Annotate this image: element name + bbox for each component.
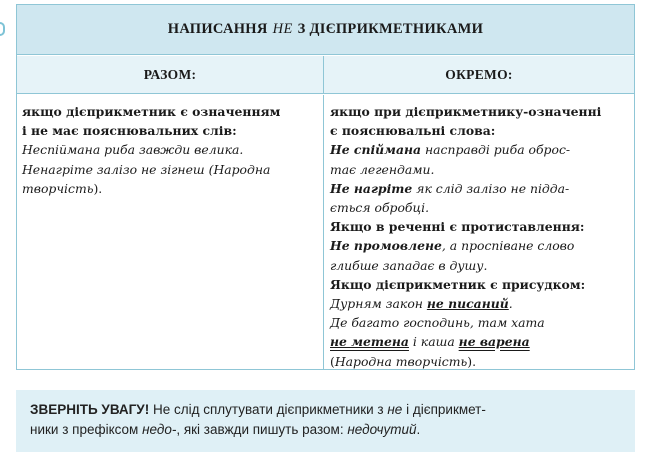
separately-rule1-line1: якщо при дієприкметнику-означенні xyxy=(330,104,602,119)
source-label: творчість xyxy=(22,180,94,196)
note-text1: Не слід сплутувати дієприкметники з xyxy=(149,402,388,417)
note-text4: , які завжди пишуть разом: xyxy=(176,422,348,437)
separately-rule3: Якщо дієприкметник є присудком: xyxy=(330,276,586,292)
example5-mid: і каша xyxy=(408,334,459,350)
example5-predicate1: не метена xyxy=(330,334,409,350)
example1-rest: насправді риба оброс- xyxy=(421,142,571,158)
note-ne: не xyxy=(387,402,403,417)
table-title xyxy=(17,5,634,55)
together-example1: Неспіймана риба завжди велика. xyxy=(22,142,244,158)
example4-start: Дурням закон xyxy=(330,296,427,312)
source-open: ( xyxy=(330,353,335,369)
note-text5: . xyxy=(416,422,421,437)
example2-bold: Не нагріте xyxy=(330,180,413,196)
separately-example5-line1: Де багато господинь, там хата xyxy=(330,315,545,331)
separately-example3-line2: глибше западає в душу. xyxy=(330,257,488,273)
source-tail: ). xyxy=(93,180,103,196)
example1-bold: Не спіймана xyxy=(330,142,422,158)
title-after: З ДІЄПРИКМЕТНИКАМИ xyxy=(297,21,484,37)
separately-rule2: Якщо в реченні є протиставлення: xyxy=(330,219,585,235)
header-row xyxy=(17,56,634,94)
separately-rule1-line2: є пояснювальні слова: xyxy=(330,123,496,139)
note-text2: і дієприкмет- xyxy=(402,402,486,417)
note-nedo: недо- xyxy=(142,422,177,437)
example4-predicate: не писаний xyxy=(426,296,509,312)
example3-bold: Не промовлене xyxy=(330,238,442,254)
together-rule-line1: якщо дієприкметник є означенням xyxy=(22,104,281,119)
separately-example2 xyxy=(330,179,630,198)
separately-example5-line3 xyxy=(330,352,630,371)
page-edge-marker xyxy=(0,22,5,36)
rules-table xyxy=(16,4,635,370)
title-before: НАПИСАННЯ xyxy=(167,21,268,37)
source-label-right: Народна творчість xyxy=(334,353,468,369)
source-close: ). xyxy=(467,353,477,369)
separately-column xyxy=(325,95,634,370)
example5-predicate2: не варена xyxy=(458,334,530,350)
header-separately: ОКРЕМО: xyxy=(445,66,513,82)
together-rule-line2: і не має пояснювальних слів: xyxy=(22,123,237,139)
separately-example1-line2: тає легендами. xyxy=(330,161,435,177)
note-example: недочутий xyxy=(347,422,417,437)
separately-example5-line2 xyxy=(330,332,630,351)
together-example2-line2 xyxy=(22,179,319,198)
note-lead: ЗВЕРНІТЬ УВАГУ! xyxy=(30,402,150,417)
title-highlight: НЕ xyxy=(272,21,293,37)
separately-example4 xyxy=(330,294,630,313)
separately-example3 xyxy=(330,236,630,255)
together-column xyxy=(17,95,324,370)
attention-note xyxy=(16,390,635,452)
header-together: РАЗОМ: xyxy=(17,56,324,93)
example3-rest: , а проспіване слово xyxy=(441,238,575,254)
note-text3: ники з префіксом xyxy=(30,422,143,437)
example4-end: . xyxy=(508,296,513,312)
together-example2-line1: Ненагріте залізо не зігнеш (Народна xyxy=(22,161,271,177)
separately-example2-line2: ється обробці. xyxy=(330,200,430,216)
separately-example1 xyxy=(330,140,630,159)
example2-rest: як слід залізо не підда- xyxy=(412,180,570,196)
